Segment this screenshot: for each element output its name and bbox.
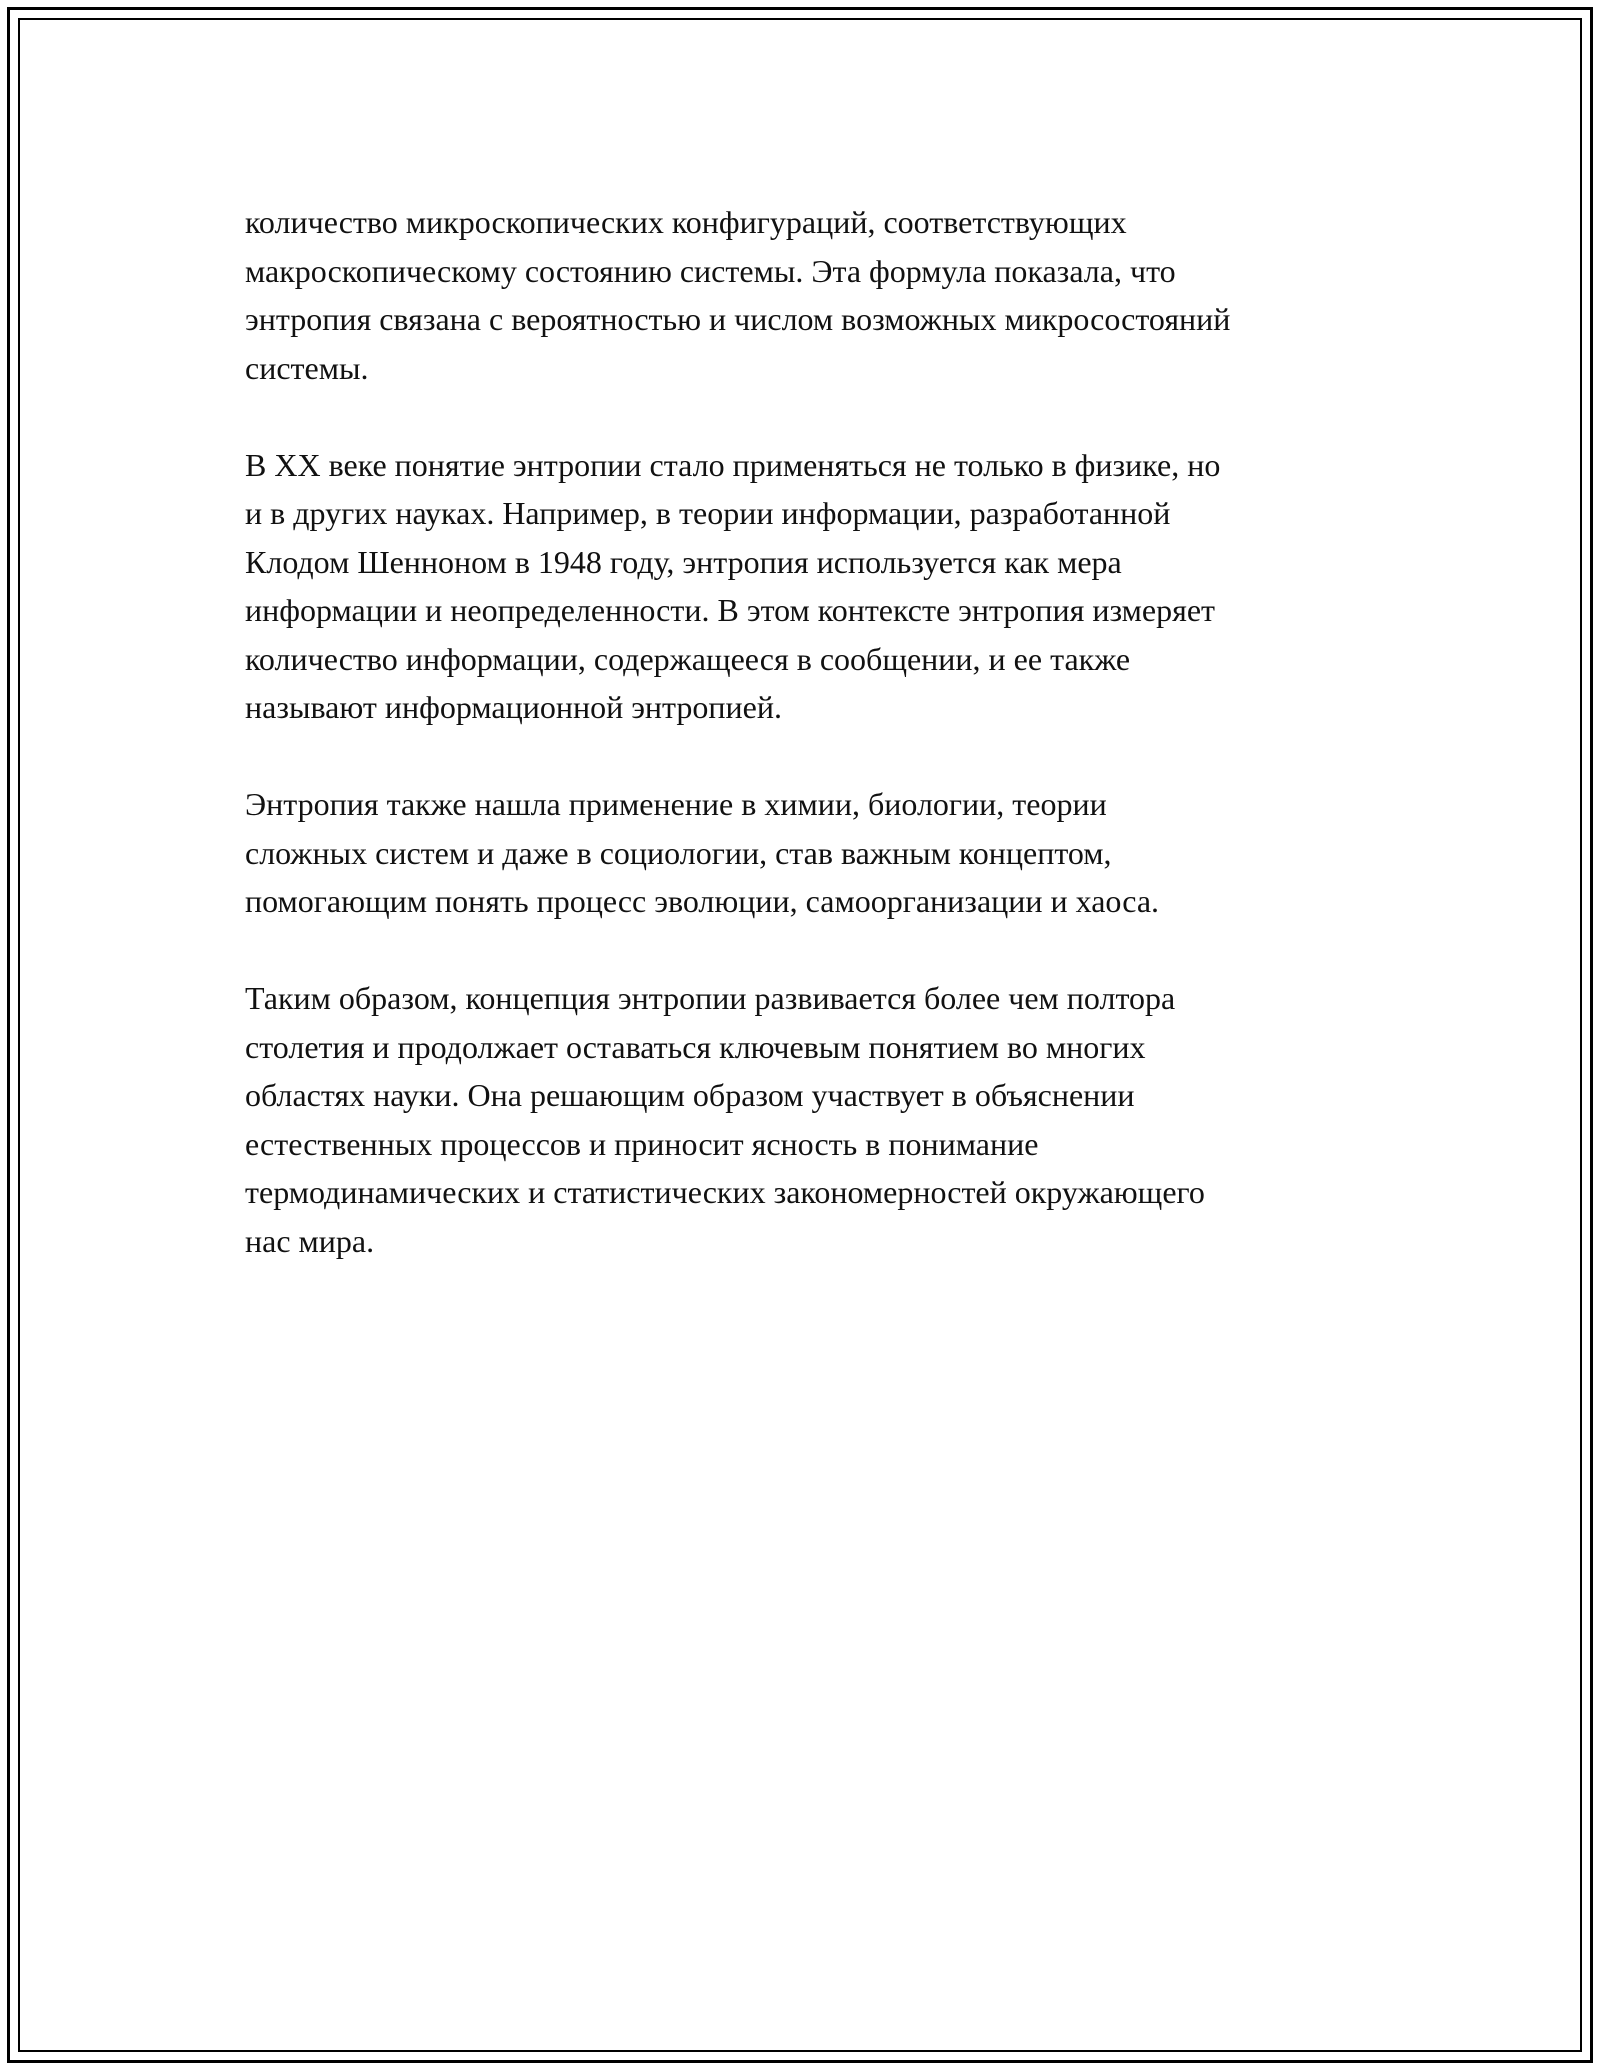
page-border-outer xyxy=(7,7,1593,2063)
text-line: В XX веке понятие энтропии стало применяться не только в физике, но xyxy=(245,446,1221,483)
text-line: термодинамических и статистических закономерностей окружающего xyxy=(245,1174,1205,1210)
text-line: макроскопическому состоянию системы. Эта формула показала, что xyxy=(245,252,1176,289)
text-line: системы. xyxy=(245,349,369,386)
text-line: сложных систем и даже в социологии, став важным концептом, xyxy=(245,834,1112,871)
text-line: столетия и продолжает оставаться ключевым понятием во многих xyxy=(245,1028,1146,1065)
text-line: областях науки. Она решающим образом участвует в объяснении xyxy=(245,1077,1135,1113)
text-line: количество микроскопических конфигураций, соответствующих xyxy=(245,204,1127,240)
text-line: энтропия связана с вероятностью и числом возможных микросостояний xyxy=(245,301,1231,337)
text-line: количество информации, содержащееся в сообщении, и ее также xyxy=(245,640,1131,677)
text-line: нас мира. xyxy=(245,1222,375,1259)
paragraph-2 xyxy=(245,441,1425,732)
paragraph-1 xyxy=(245,198,1425,392)
document-body xyxy=(245,198,1425,1314)
text-line: Таким образом, концепция энтропии развивается более чем полтора xyxy=(245,980,1176,1016)
paragraph-4 xyxy=(245,974,1425,1265)
text-line: помогающим понять процесс эволюции, самоорганизации и хаоса. xyxy=(245,883,1160,919)
text-line: естественных процессов и приносит ясность в понимание xyxy=(245,1125,1039,1162)
paragraph-3 xyxy=(245,780,1425,926)
text-line: Энтропия также нашла применение в химии, биологии, теории xyxy=(245,786,1107,822)
text-line: информации и неопределенности. В этом контексте энтропия измеряет xyxy=(245,592,1216,628)
text-line: и в других науках. Например, в теории информации, разработанной xyxy=(245,495,1171,531)
text-line: Клодом Шенноном в 1948 году, энтропия используется как мера xyxy=(245,543,1122,580)
text-line: называют информационной энтропией. xyxy=(245,689,782,725)
